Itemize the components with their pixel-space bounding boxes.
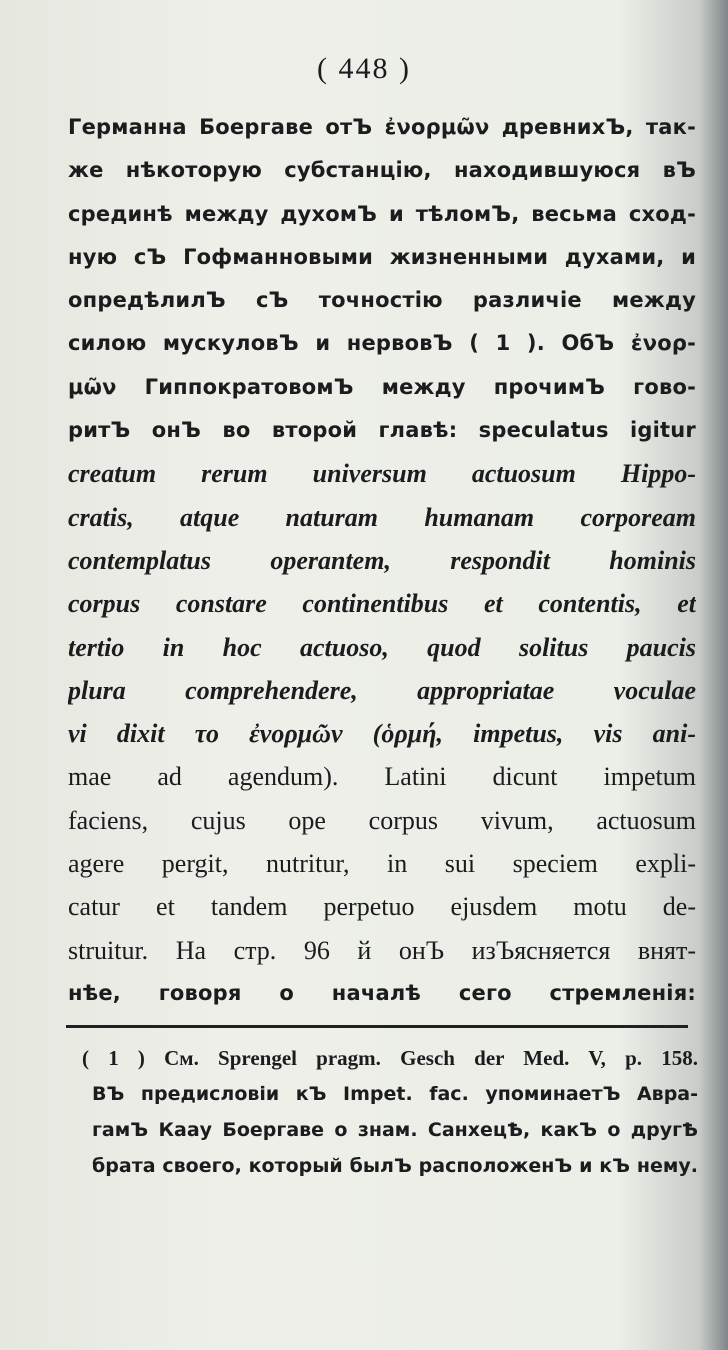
text-line: vi dixit το ἐνορμῶν (ὁρμή, impetus, vis ani- bbox=[68, 719, 696, 749]
text-line: Германна Боергаве отЪ ἐνορμῶν древнихЪ, так- bbox=[68, 115, 696, 139]
text-line: faciens, cujus ope corpus vivum, actuosum bbox=[68, 805, 696, 835]
text-line: нѣе, говоря о началѣ сего стремленія: bbox=[68, 980, 696, 1005]
text-line: ритЪ онЪ во второй главѣ: speculatus igitur bbox=[68, 418, 696, 443]
footnote-line: ВЪ предисловіи кЪ Impet. fac. упоминаетЪ Авра- bbox=[92, 1083, 698, 1105]
text-line: struitur. На стр. 96 й онЪ изЪясняется внят- bbox=[68, 935, 696, 965]
page-number: ( 448 ) bbox=[317, 52, 411, 85]
text-line: cratis, atque naturam humanam corpoream bbox=[68, 502, 696, 532]
footnote-line: брата своего, который былЪ расположенЪ и кЪ нему. bbox=[92, 1155, 698, 1177]
text-line: же нѣкоторую субстанцію, находившуюся вЪ bbox=[68, 158, 696, 183]
footnote-divider bbox=[66, 1025, 688, 1028]
text-line: contemplatus operantem, respondit hominis bbox=[68, 545, 696, 575]
footnote-line: гамЪ Каау Боергаве о знам. СанхецѢ, какЪ о другѢ bbox=[92, 1119, 698, 1141]
text-line: plura comprehendere, appropriatae voculae bbox=[68, 675, 696, 705]
text-line: agere pergit, nutritur, in sui speciem expli- bbox=[68, 849, 696, 879]
text-line: corpus constare continentibus et contentis, et bbox=[68, 589, 696, 619]
text-line: ную сЪ Гофманновыми жизненными духами, и bbox=[68, 244, 696, 269]
footnote-line: ( 1 ) См. Sprengel pragm. Gesch der Med. V, p. 158. bbox=[82, 1046, 698, 1070]
text-line: μῶν ГиппократовомЪ между прочимЪ гово- bbox=[68, 374, 696, 399]
text-line: catur et tandem perpetuo ejusdem motu de- bbox=[68, 892, 696, 922]
text-line: срединѣ между духомЪ и тѣломЪ, весьма сход- bbox=[68, 201, 696, 226]
footnote bbox=[82, 1040, 698, 1184]
text-line: creatum rerum universum actuosum Hippo- bbox=[68, 459, 696, 489]
text-line: mae ad agendum). Latini dicunt impetum bbox=[68, 762, 696, 792]
body-text bbox=[68, 106, 696, 1015]
text-line: опредѣлилЪ сЪ точностію различіе между bbox=[68, 288, 696, 313]
text-line: силою мускуловЪ и нервовЪ ( 1 ). ОбЪ ἐνορ- bbox=[68, 331, 696, 356]
text-line: tertio in hoc actuoso, quod solitus paucis bbox=[68, 632, 696, 662]
